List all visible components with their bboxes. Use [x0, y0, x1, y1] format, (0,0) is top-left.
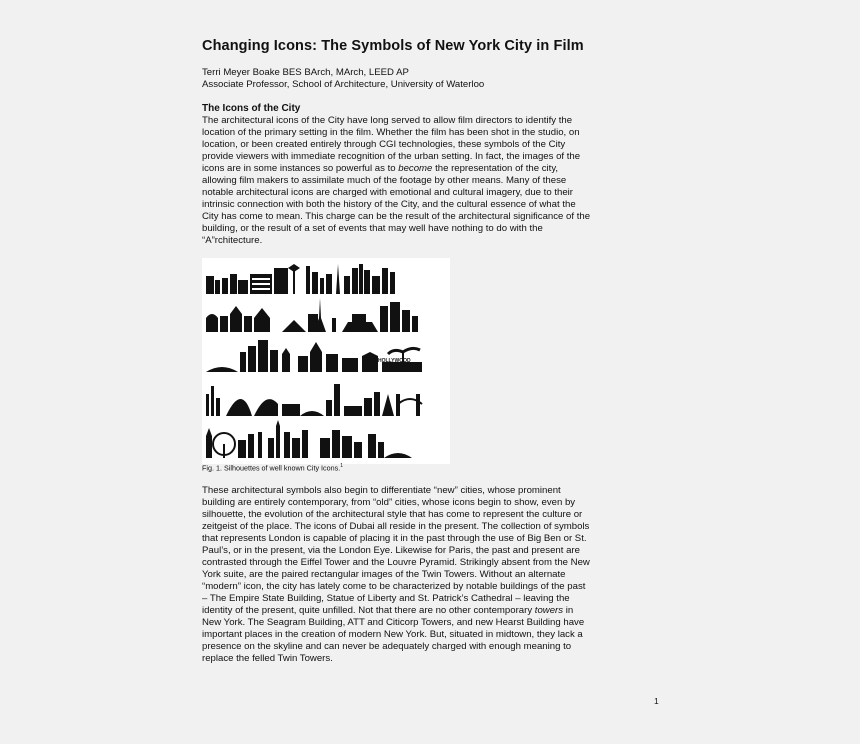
silhouette-row-1: [206, 264, 395, 294]
silhouette-row-4: [206, 384, 422, 416]
text-line: presence on the skyline and can never be adequately charged with enough meaning to: [202, 641, 572, 652]
silhouette-row-3: [206, 340, 422, 372]
text-line: building, or the result of a set of events that may well have nothing to do with the: [202, 223, 543, 234]
window-pattern: [252, 278, 270, 290]
emphasis-word: become: [398, 163, 433, 174]
text-line: location, or been created entirely through CGI technologies, these symbols of the City: [202, 139, 566, 150]
text-line: that represents London is capable of placing it in the past through the use of Big Ben or St.: [202, 533, 587, 544]
author-name: Terri Meyer Boake BES BArch, MArch, LEED AP: [202, 67, 409, 78]
text-line: provide viewers with immediate recognition of the urban setting. In fact, the images of the: [202, 151, 581, 162]
skyline-silhouettes-image: [202, 258, 450, 464]
text-line: contrasted through the Eiffel Tower and the Louvre Pyramid. Strikingly absent from the New: [202, 557, 590, 568]
text-segment: icons are in some instances so powerful as to: [202, 163, 399, 174]
text-segment: in: [563, 605, 574, 616]
text-line: [202, 163, 660, 175]
text-line: replace the felled Twin Towers.: [202, 653, 333, 664]
city-icons-figure: [202, 258, 450, 464]
text-line: – The Empire State Building, Statue of Liberty and St. Patrick’s Cathedral – leaving the: [202, 593, 570, 604]
page-number: 1: [654, 696, 659, 706]
paragraph-2: [202, 485, 660, 665]
hollywood-sign-text: HOLLYWOOD: [378, 358, 411, 364]
text-line: “modern” icon, the city has lately come to be characterized by notable buildings of the past: [202, 581, 586, 592]
paper-title: Changing Icons: The Symbols of New York City in Film: [202, 38, 584, 54]
text-line: New York. The Seagram Building, ATT and Citicorp Towers, and new Hearst Building have: [202, 617, 585, 628]
text-segment: identity of the present, quite unfilled. Not that there are no other contemporary: [202, 605, 535, 616]
text-line: intrinsic connection with both the history of the City, and the cultural essence of what the: [202, 199, 576, 210]
text-line: Paul’s, or in the present, via the London Eye. Likewise for Paris, the past and present are: [202, 545, 580, 556]
emphasis-word: towers: [534, 605, 564, 616]
footnote-mark: 1: [340, 463, 344, 469]
text-line: York suite, are the paired rectangular images of the Twin Towers. Without an alternate: [202, 569, 566, 580]
text-line: “A”rchitecture.: [202, 235, 263, 246]
paragraph-1: [202, 115, 660, 247]
section-heading: The Icons of the City: [202, 103, 301, 114]
silhouette-row-2: [206, 298, 418, 332]
text-line: zeitgeist of the place. The icons of Dubai all reside in the present. The collection of symbols: [202, 521, 590, 532]
text-line: important places in the creation of modern New York. But, situated in midtown, they lack a: [202, 629, 583, 640]
author-block: [202, 67, 484, 91]
text-line: building are entirely contemporary, from “old” cities, whose icons begin to show, even by: [202, 497, 576, 508]
text-line: [202, 605, 660, 617]
author-position: Associate Professor, School of Architecture, University of Waterloo: [202, 79, 485, 90]
silhouette-row-5: [206, 420, 412, 458]
text-line: notable architectural icons are charged with emotional and cultural imagery, due to their: [202, 187, 573, 198]
text-segment: the representation of the city,: [435, 163, 559, 174]
text-line: silhouette, the evolution of the architectural style that has come to represent the culture or: [202, 509, 583, 520]
text-line: allowing film makers to assimilate much of the footage by other means. Many of these: [202, 175, 567, 186]
text-line: The architectural icons of the City have long served to allow film directors to identify the: [202, 115, 573, 126]
text-line: location of the primary setting in the film. Whether the film has been shot in the studio, on: [202, 127, 580, 138]
text-line: These architectural symbols also begin to differentiate “new” cities, whose prominent: [202, 485, 561, 496]
text-line: City has come to mean. This charge can be the result of the architectural significance of the: [202, 211, 591, 222]
caption-text: Fig. 1. Silhouettes of well known City Icons.: [202, 463, 341, 473]
figure-caption: [202, 463, 343, 472]
